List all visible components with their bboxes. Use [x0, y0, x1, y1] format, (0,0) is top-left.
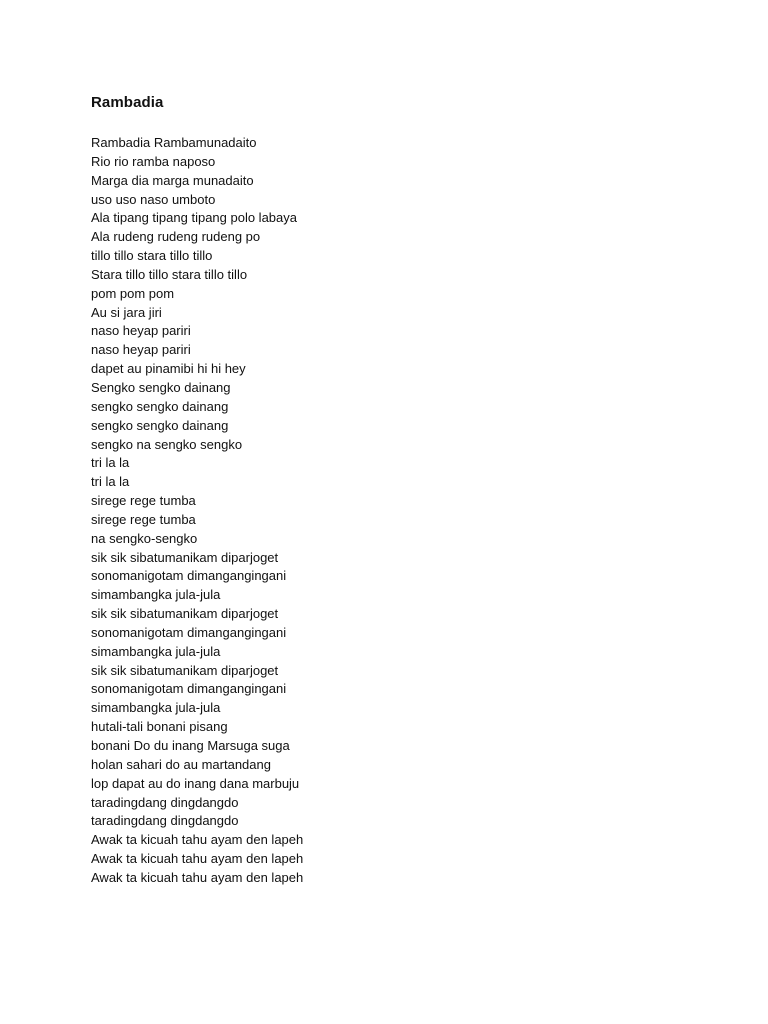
lyric-line: bonani Do du inang Marsuga suga	[91, 738, 290, 753]
lyric-line: sengko sengko dainang	[91, 398, 229, 414]
lyric-line: simambangka jula-jula	[91, 700, 221, 716]
lyric-line: Awak ta kicuah tahu ayam den lapeh	[91, 869, 304, 885]
lyric-line: sirege rege tumba	[91, 511, 196, 527]
lyric-line: Sengko sengko dainang	[91, 379, 231, 395]
lyric-line: uso uso naso umboto	[91, 191, 216, 207]
lyric-line: sengko sengko dainang	[91, 417, 229, 433]
lyric-line: simambangka jula-jula	[91, 587, 221, 603]
lyric-line: sonomanigotam dimangangingani	[91, 681, 287, 697]
lyric-line: taradingdang dingdangdo	[91, 813, 239, 829]
lyric-line: tillo tillo stara tillo tillo	[91, 248, 213, 264]
lyric-line: sonomanigotam dimangangingani	[91, 568, 287, 584]
lyric-line: naso heyap pariri	[91, 342, 191, 358]
lyric-line: sik sik sibatumanikam diparjoget	[91, 606, 279, 622]
lyric-line: sirege rege tumba	[91, 493, 196, 509]
lyric-line: Awak ta kicuah tahu ayam den lapeh	[91, 851, 304, 867]
lyric-line: pom pom pom	[91, 285, 175, 301]
lyric-line: sonomanigotam dimangangingani	[91, 624, 287, 640]
lyric-line: Ala rudeng rudeng rudeng po	[91, 229, 261, 245]
lyric-line: Au si jara jiri	[91, 304, 162, 320]
lyrics-list	[91, 134, 303, 888]
lyric-line: simambangka jula-jula	[91, 643, 221, 659]
lyric-line: na sengko-sengko	[91, 530, 198, 546]
lyric-line: naso heyap pariri	[91, 323, 191, 339]
lyric-line: sik sik sibatumanikam diparjoget	[91, 549, 279, 565]
lyric-line: Ala tipang tipang tipang polo labaya	[91, 210, 297, 226]
lyric-line: tri la la	[91, 474, 130, 490]
lyric-line: Rio rio ramba naposo	[91, 153, 216, 169]
lyric-line: Rambadia Rambamunadaito	[91, 135, 257, 150]
lyric-line: sik sik sibatumanikam diparjoget	[91, 662, 279, 678]
lyric-line: Marga dia marga munadaito	[91, 172, 254, 188]
document-title: Rambadia	[91, 94, 164, 111]
lyric-line: holan sahari do au martandang	[91, 756, 271, 772]
lyric-line: hutali-tali bonani pisang	[91, 719, 228, 735]
lyric-line: sengko na sengko sengko	[91, 436, 243, 452]
lyric-line: tri la la	[91, 455, 130, 471]
lyric-line: dapet au pinamibi hi hi hey	[91, 361, 246, 377]
lyric-line: Stara tillo tillo stara tillo tillo	[91, 266, 248, 282]
lyric-line: taradingdang dingdangdo	[91, 794, 239, 810]
lyric-line: Awak ta kicuah tahu ayam den lapeh	[91, 832, 304, 848]
lyric-line: lop dapat au do inang dana marbuju	[91, 775, 300, 791]
